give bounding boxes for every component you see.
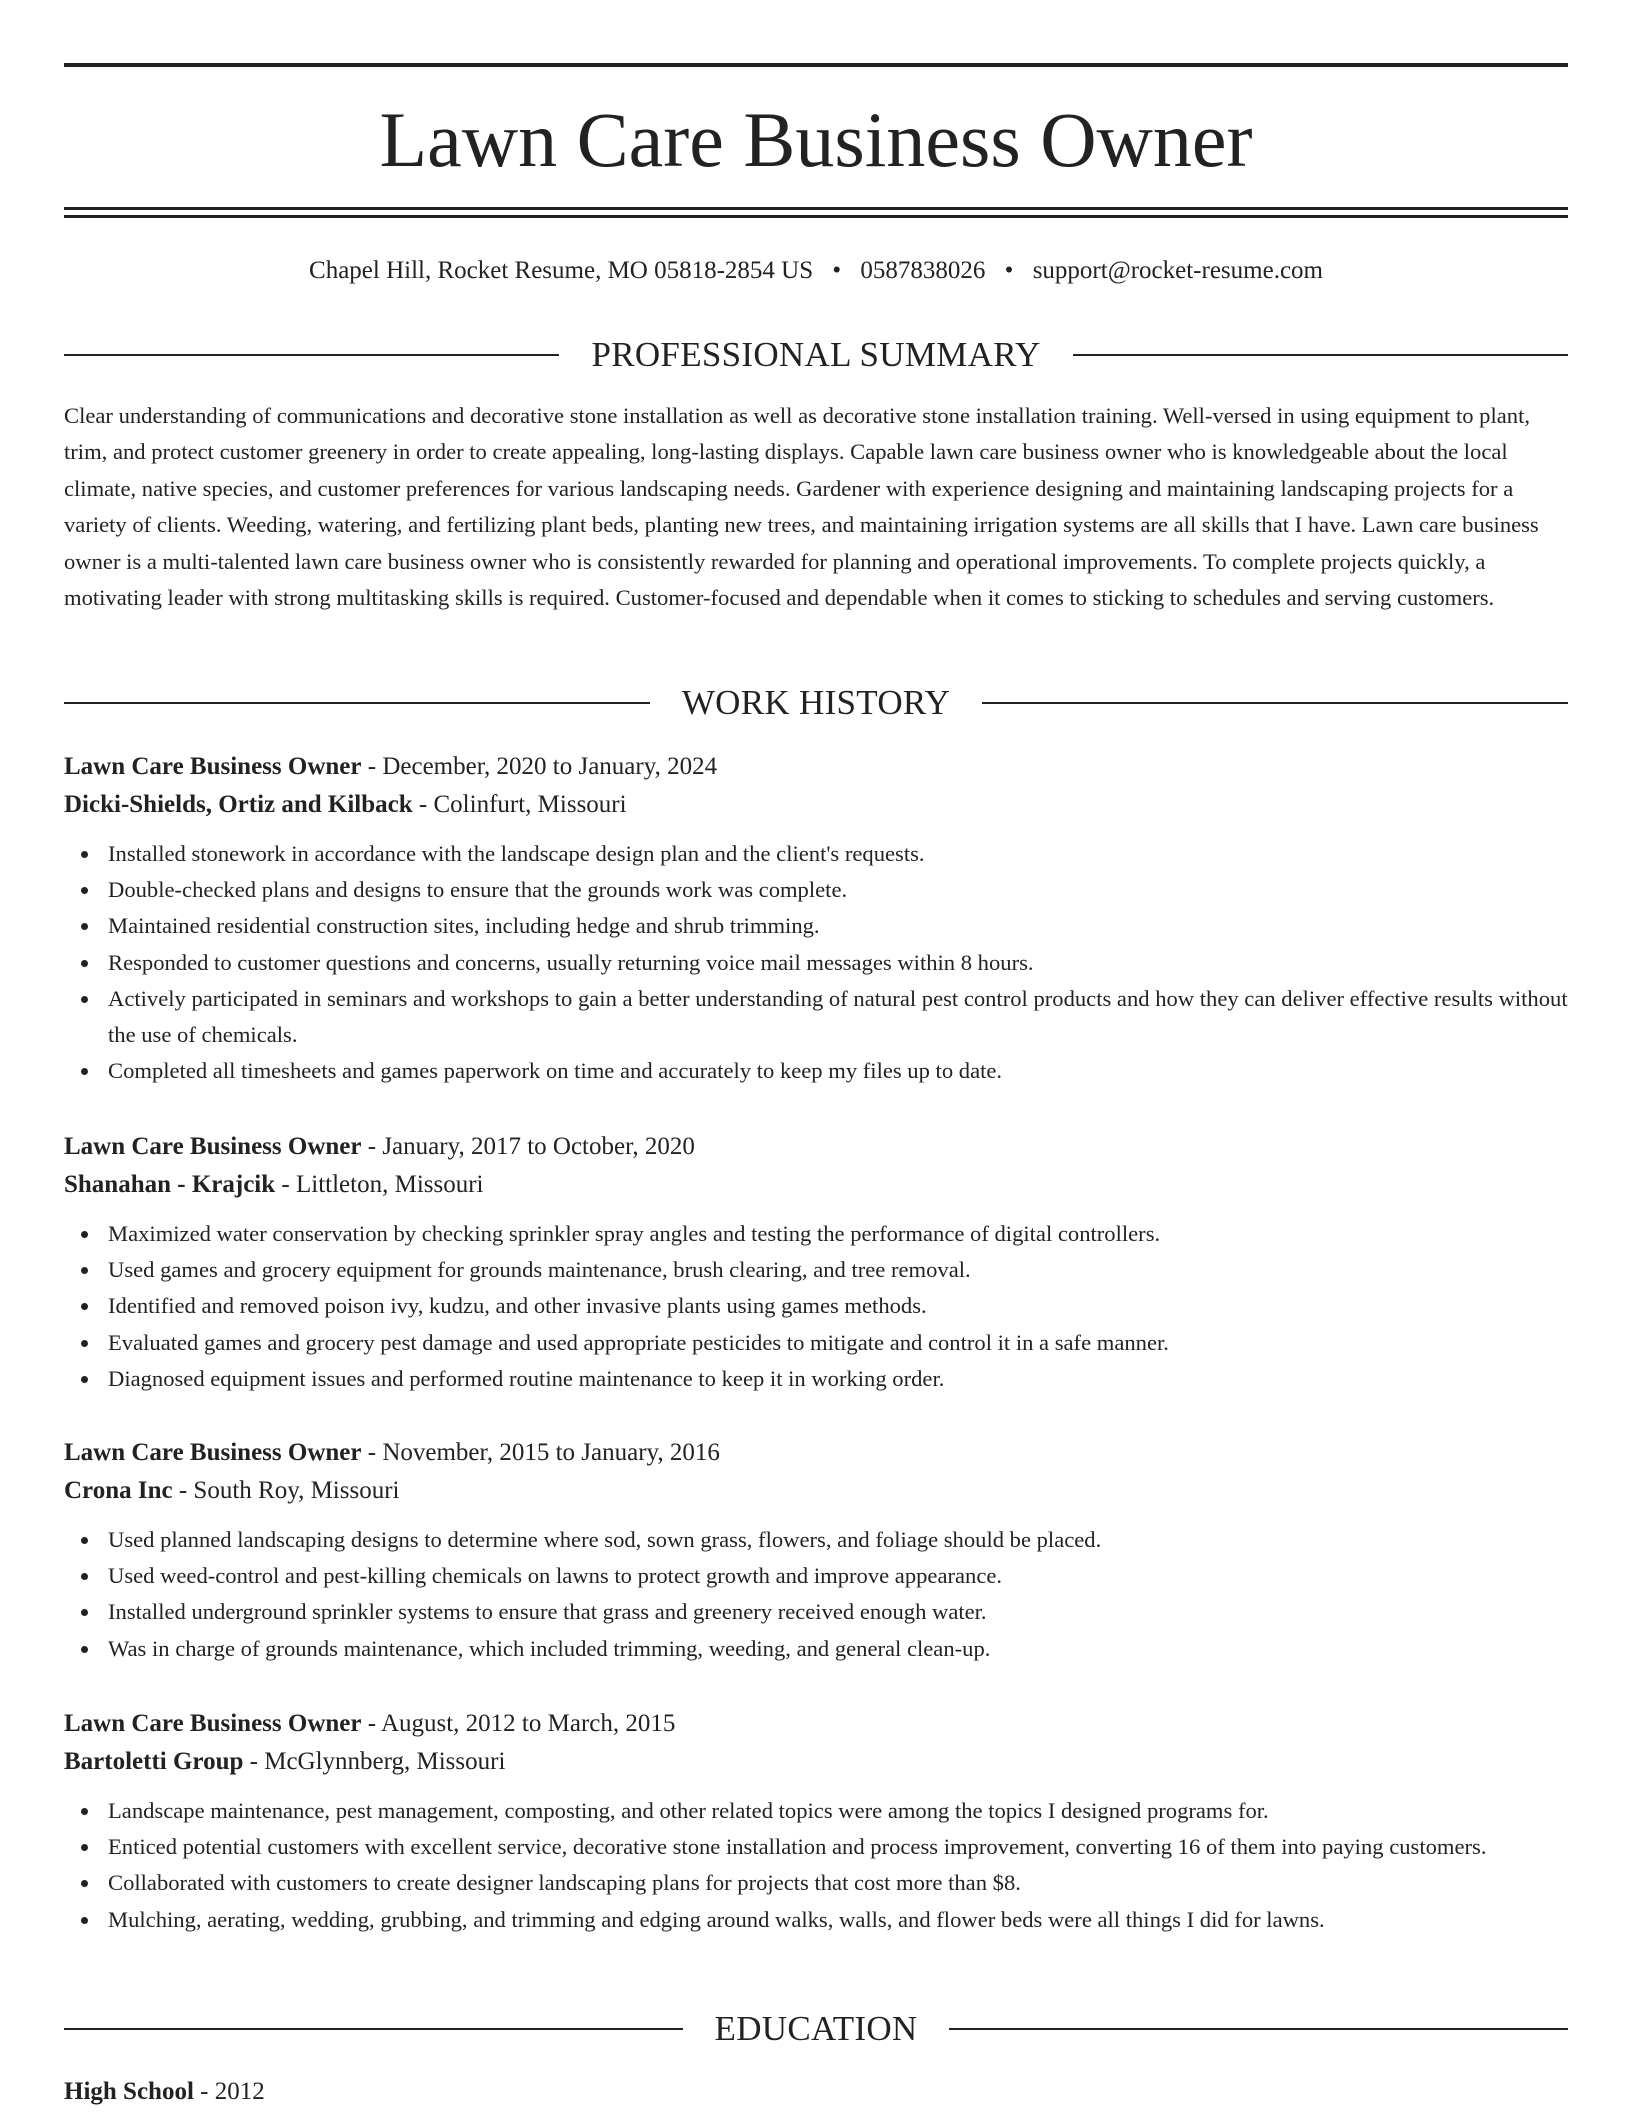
contact-separator: • xyxy=(1004,257,1014,284)
job-role-line xyxy=(64,1434,1568,1472)
job-entry xyxy=(64,1434,1568,1667)
job-bullet: Used planned landscaping designs to determine where sod, sown grass, flowers, and foliage should be placed. xyxy=(108,1522,1568,1558)
job-title: Lawn Care Business Owner xyxy=(64,753,362,780)
job-company-line xyxy=(64,1166,1568,1204)
job-title: Lawn Care Business Owner xyxy=(64,1710,362,1737)
section-rule-left xyxy=(64,702,650,704)
header-double-rule-lower xyxy=(64,215,1568,218)
job-bullet: Evaluated games and grocery pest damage and used appropriate pesticides to mitigate and control it in a safe manner. xyxy=(108,1325,1568,1361)
job-bullet: Double-checked plans and designs to ensure that the grounds work was complete. xyxy=(108,872,1568,908)
job-location: - McGlynnberg, Missouri xyxy=(249,1748,506,1775)
job-bullet: Installed stonework in accordance with the landscape design plan and the client's requests. xyxy=(108,836,1568,872)
header-double-rule-upper xyxy=(64,207,1568,210)
section-title-education: EDUCATION xyxy=(714,2009,918,2048)
contact-separator: • xyxy=(832,257,842,284)
job-bullet: Completed all timesheets and games paperwork on time and accurately to keep my files up to date. xyxy=(108,1053,1568,1089)
job-company: Shanahan - Krajcik xyxy=(64,1171,276,1198)
job-bullet: Diagnosed equipment issues and performed routine maintenance to keep it in working order. xyxy=(108,1361,1568,1397)
section-rule-right xyxy=(1073,354,1568,356)
job-dates: - August, 2012 to March, 2015 xyxy=(367,1710,676,1737)
job-company: Bartoletti Group xyxy=(64,1748,244,1775)
job-bullet: Was in charge of grounds maintenance, which included trimming, weeding, and general clean-up. xyxy=(108,1631,1568,1667)
job-entry xyxy=(64,1705,1568,1938)
job-role-line xyxy=(64,748,1568,786)
section-rule-left xyxy=(64,2028,683,2030)
contact-address: Chapel Hill, Rocket Resume, MO 05818-2854 US xyxy=(309,257,814,284)
section-rule-left xyxy=(64,354,559,356)
professional-summary-text: Clear understanding of communications and decorative stone installation as well as decorative stone installation training. Well-versed in using equipment to plant, trim, and protect customer greenery in order to create appealing, long-lasting displays. Capable lawn care business owner who is knowledgeable about the local climate, native species, and customer preferences for various landscaping needs. Gardener with experience designing and maintaining landscaping projects for a variety of clients. Weeding, watering, and fertilizing plant beds, planting new trees, and maintaining irrigation systems are all skills that I have. Lawn care business owner is a multi-talented lawn care business owner who is consistently rewarded for planning and operational improvements. To complete projects quickly, a motivating leader with strong multitasking skills is required. Customer-focused and dependable when it comes to sticking to schedules and serving customers. xyxy=(64,403,1539,611)
job-bullet-list xyxy=(64,836,1568,1089)
job-bullet-list xyxy=(64,1216,1568,1397)
job-bullet: Enticed potential customers with excellent service, decorative stone installation and process improvement, converting 16 of them into paying customers. xyxy=(108,1829,1568,1865)
job-location: - Littleton, Missouri xyxy=(281,1171,484,1198)
job-bullet: Landscape maintenance, pest management, composting, and other related topics were among the topics I designed programs for. xyxy=(108,1793,1568,1829)
section-title-summary: PROFESSIONAL SUMMARY xyxy=(591,335,1041,374)
job-entry xyxy=(64,1128,1568,1397)
resume-name: Lawn Care Business Owner xyxy=(379,96,1253,183)
job-company-line xyxy=(64,786,1568,824)
contact-email: support@rocket-resume.com xyxy=(1032,257,1323,284)
job-bullet: Mulching, aerating, wedding, grubbing, and trimming and edging around walks, walls, and flower beds were all things I did for lawns. xyxy=(108,1902,1568,1938)
job-dates: - January, 2017 to October, 2020 xyxy=(367,1133,695,1160)
section-header-summary xyxy=(64,333,1568,377)
job-dates: - December, 2020 to January, 2024 xyxy=(367,753,718,780)
job-company-line xyxy=(64,1472,1568,1510)
job-bullet-list xyxy=(64,1522,1568,1667)
section-title-work: WORK HISTORY xyxy=(681,683,951,722)
job-company-line xyxy=(64,1743,1568,1781)
job-location: - Colinfurt, Missouri xyxy=(418,791,627,818)
job-location: - South Roy, Missouri xyxy=(178,1477,400,1504)
section-header-education xyxy=(64,2007,1568,2051)
job-bullet: Used weed-control and pest-killing chemicals on lawns to protect growth and improve appearance. xyxy=(108,1558,1568,1594)
job-bullet: Actively participated in seminars and workshops to gain a better understanding of natural pest control products and how they can deliver effective results without the use of chemicals. xyxy=(108,981,1568,1053)
section-rule-right xyxy=(982,702,1568,704)
education-degree: High School xyxy=(64,2078,194,2105)
job-dates: - November, 2015 to January, 2016 xyxy=(367,1439,720,1466)
job-company: Crona Inc xyxy=(64,1477,173,1504)
job-bullet: Identified and removed poison ivy, kudzu, and other invasive plants using games methods. xyxy=(108,1288,1568,1324)
job-entry xyxy=(64,748,1568,1089)
job-role-line xyxy=(64,1705,1568,1743)
contact-line xyxy=(64,252,1568,290)
job-bullet: Used games and grocery equipment for grounds maintenance, brush clearing, and tree removal. xyxy=(108,1252,1568,1288)
job-bullet: Maintained residential construction sites, including hedge and shrub trimming. xyxy=(108,908,1568,944)
job-role-line xyxy=(64,1128,1568,1166)
header-top-rule xyxy=(64,63,1568,67)
education-entry xyxy=(64,2073,265,2111)
job-bullet: Collaborated with customers to create designer landscaping plans for projects that cost more than $8. xyxy=(108,1865,1568,1901)
job-company: Dicki-Shields, Ortiz and Kilback xyxy=(64,791,413,818)
job-bullet-list xyxy=(64,1793,1568,1938)
job-bullet: Installed underground sprinkler systems to ensure that grass and greenery received enough water. xyxy=(108,1594,1568,1630)
job-title: Lawn Care Business Owner xyxy=(64,1439,362,1466)
job-bullet: Responded to customer questions and concerns, usually returning voice mail messages within 8 hours. xyxy=(108,945,1568,981)
contact-phone: 0587838026 xyxy=(860,257,986,284)
section-header-work xyxy=(64,681,1568,725)
job-title: Lawn Care Business Owner xyxy=(64,1133,362,1160)
section-rule-right xyxy=(949,2028,1568,2030)
education-year: - 2012 xyxy=(200,2078,265,2105)
job-bullet: Maximized water conservation by checking sprinkler spray angles and testing the performance of digital controllers. xyxy=(108,1216,1568,1252)
